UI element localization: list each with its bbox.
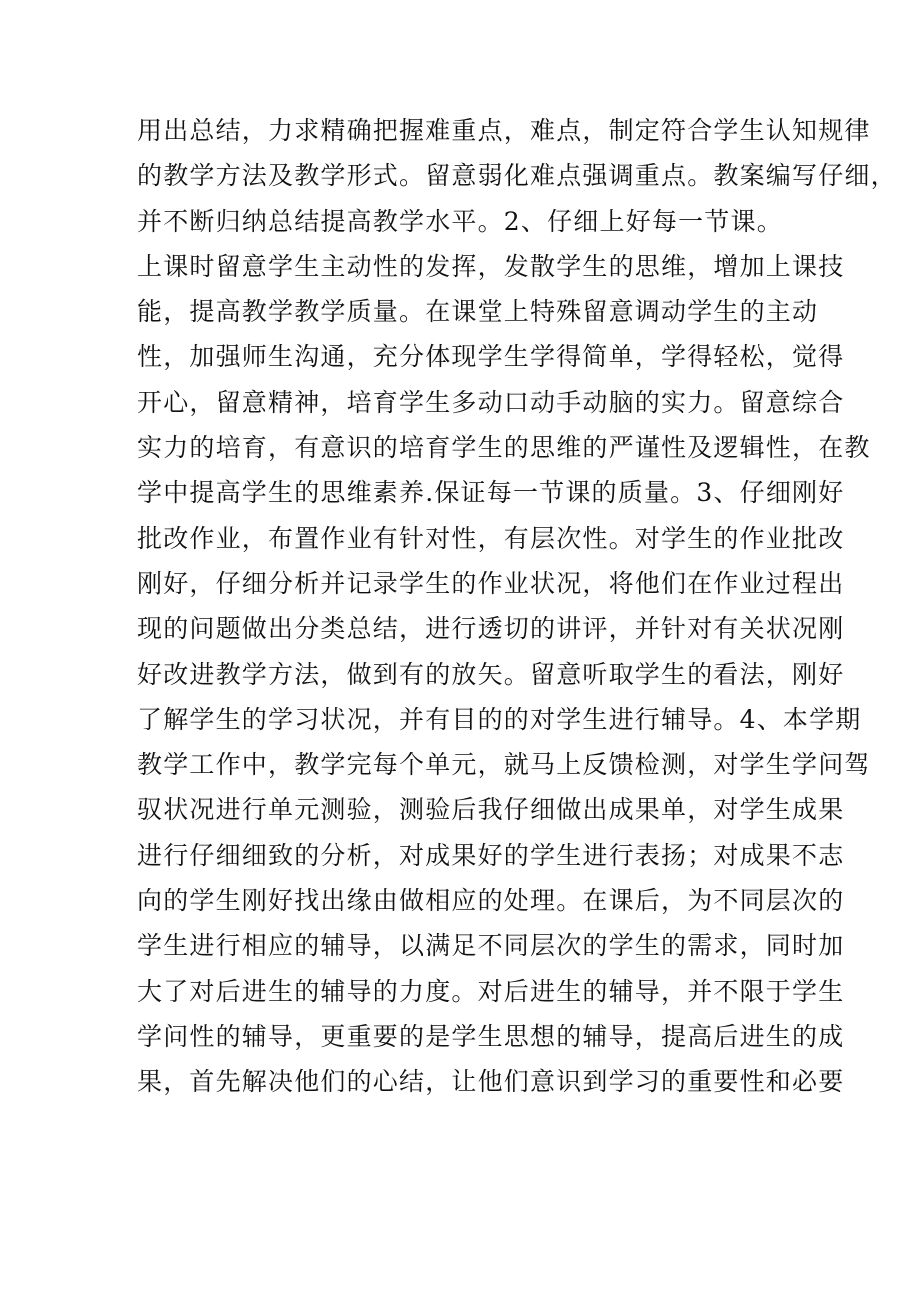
text-line-19: 学生进行相应的辅导，以满足不同层次的学生的需求，同时加 — [137, 931, 845, 961]
text-line-22: 果，首先解决他们的心结，让他们意识到学习的重要性和必要 — [137, 1067, 845, 1097]
text-line-16: 驭状况进行单元测验，测验后我仔细做出成果单，对学生成果 — [137, 795, 845, 825]
text-line-20: 大了对后进生的辅导的力度。对后进生的辅导，并不限于学生 — [137, 976, 845, 1006]
text-line-5: 能，提高教学教学质量。在课堂上特殊留意调动学生的主动 — [137, 297, 819, 327]
text-line-11: 刚好，仔细分析并记录学生的作业状况，将他们在作业过程出 — [137, 568, 845, 598]
text-line-17: 进行仔细细致的分析，对成果好的学生进行表扬；对成果不志 — [137, 840, 845, 870]
text-line-10: 批改作业，布置作业有针对性，有层次性。对学生的作业批改 — [137, 523, 845, 553]
text-line-1: 用出总结，力求精确把握难重点，难点，制定符合学生认知规律 — [137, 116, 871, 145]
text-line-2: 的教学方法及教学形式。留意弱化难点强调重点。教案编写仔细， — [137, 161, 897, 191]
text-line-12: 现的问题做出分类总结，进行透切的讲评，并针对有关状况刚 — [137, 614, 845, 644]
text-line-3: 并不断归纳总结提高教学水平。2、仔细上好每一节课。 — [137, 206, 783, 236]
text-line-18: 向的学生刚好找出缘由做相应的处理。在课后，为不同层次的 — [137, 886, 845, 916]
text-line-9: 学中提高学生的思维素养.保证每一节课的质量。3、仔细刚好 — [137, 478, 845, 508]
text-line-6: 性，加强师生沟通，充分体现学生学得简单，学得轻松，觉得 — [137, 342, 845, 372]
text-line-4: 上课时留意学生主动性的发挥，发散学生的思维，增加上课技 — [137, 251, 845, 281]
text-line-7: 开心，留意精神，培育学生多动口动手动脑的实力。留意综合 — [137, 387, 845, 417]
text-line-14: 了解学生的学习状况，并有目的的对学生进行辅导。4、本学期 — [137, 704, 862, 734]
body-text — [137, 108, 897, 1105]
text-line-15: 教学工作中，教学完每个单元，就马上反馈检测，对学生学问驾 — [137, 750, 871, 780]
text-line-13: 好改进教学方法，做到有的放矢。留意听取学生的看法，刚好 — [137, 659, 845, 689]
text-line-21: 学问性的辅导，更重要的是学生思想的辅导，提高后进生的成 — [137, 1021, 845, 1051]
text-line-8: 实力的培育，有意识的培育学生的思维的严谨性及逻辑性，在教 — [137, 433, 871, 463]
